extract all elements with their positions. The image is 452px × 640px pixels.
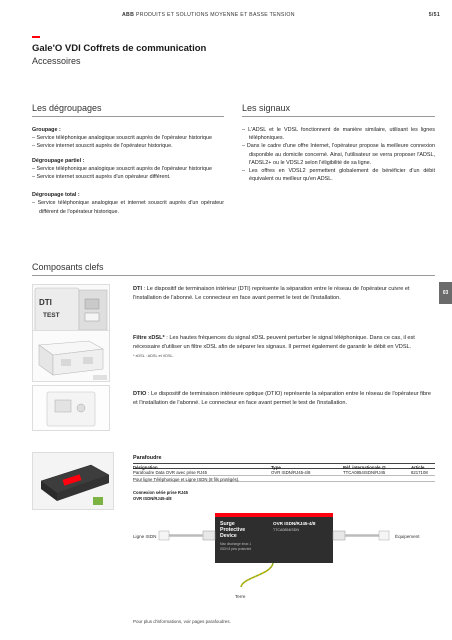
list-item: – Service internet souscrit auprès d'un opérateur différent.: [32, 174, 171, 181]
parafoudre-table: [133, 463, 435, 482]
parafoudre-image: [32, 452, 114, 510]
composants-rule: [32, 275, 435, 276]
ligne-label: Ligne ISDN: [133, 534, 157, 539]
svg-text:Max discharge Imax 1: Max discharge Imax 1: [220, 542, 252, 546]
parafoudre-diagram: [133, 505, 435, 605]
brand-label: ABB: [122, 12, 135, 18]
page-header: [0, 10, 452, 20]
signaux-content: [242, 126, 435, 183]
column-header: Réf. internationale @: [343, 465, 386, 470]
degroupages-title: Les dégroupages: [32, 103, 102, 113]
table-cell: OVR ISDN/RJ45-4/8: [271, 470, 311, 476]
table-cell: TTCA0854ISDN/RJ45: [343, 470, 386, 476]
equipement-label: Équipement: [395, 534, 420, 539]
svg-text:TTCA0854ISDN: TTCA0854ISDN: [273, 528, 299, 532]
list-item: – Service téléphonique analogique souscrit auprès de l'opérateur historique: [32, 135, 212, 142]
svg-text:TEST: TEST: [43, 312, 60, 319]
terre-label: Terre: [235, 594, 246, 599]
groupage-heading: Groupage :: [32, 127, 61, 133]
dtio-illustration: [33, 386, 111, 432]
svg-text:Protective: Protective: [220, 527, 246, 533]
filtre-image: [32, 330, 110, 382]
table-row: [133, 476, 435, 482]
parafoudre-illustration: [33, 453, 115, 511]
dti-description: DTI : Le dispositif de terminaison intérieur (DTI) représente la séparation entre le réseau de l'opérateur cuivre et l'installation de l'abonné. Le connecteur en face avant permet le test de l'installation.: [133, 286, 410, 301]
list-item: – Service internet souscrit auprès de l'opérateur historique.: [32, 143, 173, 150]
parafoudre-title: Parafoudre: [133, 455, 162, 461]
signaux-title: Les signaux: [242, 103, 291, 113]
page-number: 5/51: [428, 12, 440, 18]
table-cell: 8217108: [411, 470, 428, 476]
filtre-description: Filtre xDSL* : Les hautes fréquences du signal xDSL peuvent perturber le signal téléphonique. Dans ce cas, il est nécessaire d'utiliser un filtre xDSL afin de séparer les signaux. Il permet également de garantir le débit en VDSL. * xDSL : ADSL et VDSL.: [133, 334, 435, 359]
degroupages-rule: [32, 116, 224, 117]
filtre-illustration: [33, 331, 111, 383]
list-item: – L'ADSL et le VDSL fonctionnent de manière similaire, utilisant les lignes téléphoniques.: [242, 127, 435, 142]
list-item: – Les offres en VDSL2 permettent globalement de bénéficier d'un débit équivalent ou meilleur qu'en ADSL.: [242, 168, 436, 183]
accent-dash: [32, 36, 40, 38]
page-title: Gale'O VDI Coffrets de communication: [32, 43, 207, 54]
dti-illustration: [33, 285, 111, 335]
filtre-note: * xDSL : ADSL et VDSL.: [133, 354, 174, 359]
partiel-heading: Dégroupage partiel :: [32, 157, 85, 164]
dtio-description: DTIO : Le dispositif de terminaison intérieure optique (DTIO) représente la séparation entre le réseau de l'opérateur fibre et l'installation de l'abonné. Le connecteur en face avant permet le test de l'installation.: [133, 391, 432, 406]
table-cell: Parafoudre Data OVR avec prise RJ45: [133, 470, 208, 476]
svg-text:DTI: DTI: [39, 298, 52, 307]
list-item: – Dans le cadre d'une offre Internet, l'opérateur propose la meilleure connexion disponible au domicile concerné. Ainsi, l'utilisateur se verra proposer l'ADSL, l'ADSL2+ ou le VDSL2 selon l'éligibilité de sa ligne.: [242, 143, 435, 166]
list-item: – Service téléphonique analogique souscrit auprès de l'opérateur historique: [32, 165, 212, 172]
dti-image: [32, 284, 110, 334]
total-heading: Dégroupage total :: [32, 192, 80, 199]
svg-text:Device: Device: [220, 533, 237, 539]
svg-text:Surge: Surge: [220, 521, 235, 527]
list-item: – Service téléphonique analogique et internet souscrit auprès d'un opérateur différent de l'opérateur historique.: [32, 200, 225, 215]
dtio-image: [32, 385, 110, 431]
signaux-rule: [242, 116, 435, 117]
connexion-label: Connexion série prise RJ45 OVR ISDN/RJ45-4/8: [133, 490, 188, 501]
svg-text:ISDN 8 pins protected: ISDN 8 pins protected: [220, 547, 252, 551]
chapter-tab: 03: [439, 282, 452, 304]
header-subtitle: PRODUITS ET SOLUTIONS MOYENNE ET BASSE TENSION: [136, 12, 295, 18]
table-cell: Pour ligne Téléphonique et Ligne ISDN (8 fils protégés).: [133, 476, 240, 482]
composants-title: Composants clefs: [32, 262, 104, 272]
footer-note: Pour plus d'informations, voir pages parafoudres.: [133, 619, 231, 624]
column-header: Désignation: [133, 465, 158, 470]
column-header: Article: [411, 465, 425, 470]
page-subtitle: Accessoires: [32, 56, 81, 66]
svg-text:OVR ISDN/RJ45-4/8: OVR ISDN/RJ45-4/8: [273, 521, 316, 526]
degroupages-content: [32, 123, 224, 216]
column-header: Type: [271, 465, 281, 470]
